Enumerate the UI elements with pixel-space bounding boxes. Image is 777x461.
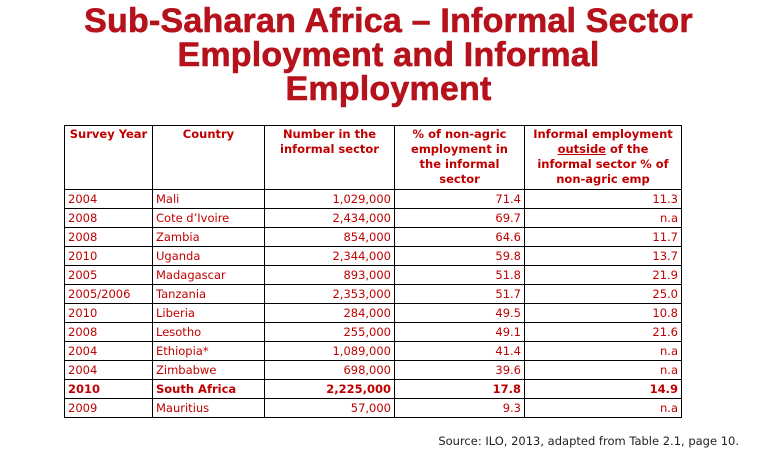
cell-outside-informal: n.a [525,342,682,361]
cell-survey-year: 2005/2006 [65,285,153,304]
cell-country: Uganda [153,247,265,266]
title-line-1: Sub-Saharan Africa – Informal Sector [84,2,693,40]
header-number-informal: Number in the informal sector [265,126,395,190]
source-note: Source: ILO, 2013, adapted from Table 2.1, page 10. [438,434,739,448]
cell-survey-year: 2005 [65,266,153,285]
cell-survey-year: 2004 [65,190,153,209]
cell-outside-informal: 11.3 [525,190,682,209]
table-header-row [65,126,682,190]
cell-number-informal: 57,000 [265,399,395,418]
cell-survey-year: 2009 [65,399,153,418]
cell-survey-year: 2010 [65,380,153,399]
header-outside-post: of the informal sector % of non-agric emp [537,142,669,186]
table-row [65,247,682,266]
title-line-3: Employment [285,70,492,108]
table-row [65,304,682,323]
cell-survey-year: 2010 [65,247,153,266]
page-title [0,4,777,106]
cell-country: Mali [153,190,265,209]
cell-number-informal: 893,000 [265,266,395,285]
table-row [65,323,682,342]
cell-pct-non-agric: 71.4 [395,190,525,209]
cell-outside-informal: 11.7 [525,228,682,247]
cell-outside-informal: n.a [525,399,682,418]
table-row [65,399,682,418]
cell-country: Zambia [153,228,265,247]
cell-survey-year: 2008 [65,323,153,342]
cell-outside-informal: n.a [525,361,682,380]
cell-outside-informal: 14.9 [525,380,682,399]
cell-pct-non-agric: 9.3 [395,399,525,418]
cell-country: Zimbabwe [153,361,265,380]
cell-country: Cote d’Ivoire [153,209,265,228]
table-row [65,228,682,247]
cell-outside-informal: 25.0 [525,285,682,304]
cell-number-informal: 1,029,000 [265,190,395,209]
cell-pct-non-agric: 41.4 [395,342,525,361]
cell-number-informal: 698,000 [265,361,395,380]
cell-pct-non-agric: 64.6 [395,228,525,247]
header-outside-informal [525,126,682,190]
table-row [65,190,682,209]
cell-number-informal: 1,089,000 [265,342,395,361]
cell-country: Mauritius [153,399,265,418]
cell-pct-non-agric: 49.5 [395,304,525,323]
header-outside-pre: Informal employment [533,127,673,141]
cell-number-informal: 2,225,000 [265,380,395,399]
table-row [65,285,682,304]
cell-country: Liberia [153,304,265,323]
table-row [65,380,682,399]
cell-number-informal: 2,353,000 [265,285,395,304]
cell-country: Lesotho [153,323,265,342]
cell-outside-informal: 10.8 [525,304,682,323]
cell-survey-year: 2004 [65,342,153,361]
title-line-2: Employment and Informal [177,36,600,74]
table-row [65,209,682,228]
cell-outside-informal: 13.7 [525,247,682,266]
cell-number-informal: 2,434,000 [265,209,395,228]
header-country: Country [153,126,265,190]
cell-country: Tanzania [153,285,265,304]
header-survey-year: Survey Year [65,126,153,190]
cell-country: Ethiopia* [153,342,265,361]
cell-pct-non-agric: 59.8 [395,247,525,266]
cell-pct-non-agric: 69.7 [395,209,525,228]
cell-country: Madagascar [153,266,265,285]
cell-pct-non-agric: 49.1 [395,323,525,342]
cell-outside-informal: n.a [525,209,682,228]
table-row [65,361,682,380]
cell-number-informal: 854,000 [265,228,395,247]
cell-survey-year: 2004 [65,361,153,380]
cell-survey-year: 2008 [65,228,153,247]
cell-pct-non-agric: 17.8 [395,380,525,399]
cell-pct-non-agric: 51.7 [395,285,525,304]
cell-survey-year: 2008 [65,209,153,228]
cell-number-informal: 284,000 [265,304,395,323]
informal-employment-table [64,125,682,418]
cell-pct-non-agric: 39.6 [395,361,525,380]
cell-country: South Africa [153,380,265,399]
table-row [65,266,682,285]
header-outside-underlined: outside [557,142,606,156]
cell-number-informal: 2,344,000 [265,247,395,266]
cell-number-informal: 255,000 [265,323,395,342]
cell-outside-informal: 21.9 [525,266,682,285]
cell-outside-informal: 21.6 [525,323,682,342]
header-pct-non-agric: % of non-agric employment in the informal sector [395,126,525,190]
cell-survey-year: 2010 [65,304,153,323]
cell-pct-non-agric: 51.8 [395,266,525,285]
table-row [65,342,682,361]
